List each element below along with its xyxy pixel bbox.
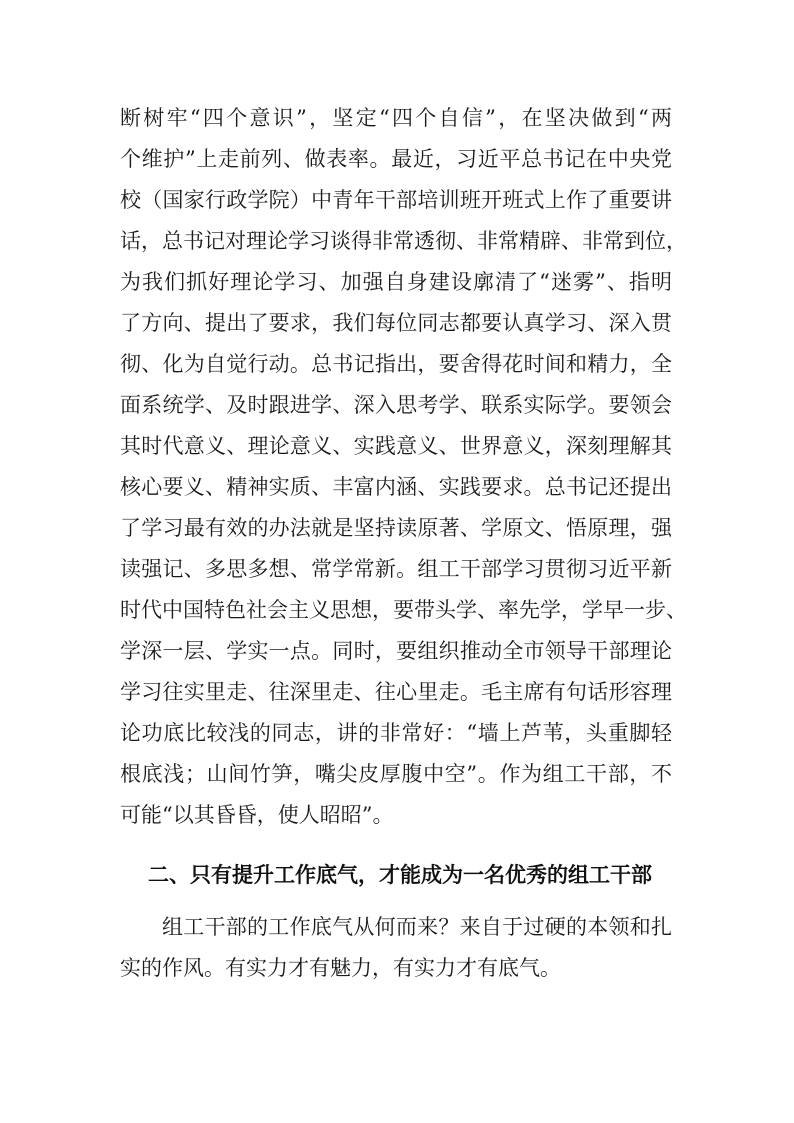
text-line: 实的作风。有实力才有魅力，有实力才有底气。 [120,956,561,980]
text-line: 校（国家行政学院）中青年干部培训班开班式上作了重要讲 [120,188,672,212]
text-line: 彻、化为自觉行动。总书记指出，要舍得花时间和精力，全 [120,352,672,376]
text-line: 论功底比较浅的同志，讲的非常好：“墙上芦苇，头重脚轻 [120,721,672,745]
text-line: 断树牢“四个意识”，坚定“四个自信”，在坚决做到“两 [120,106,672,130]
text-line: 个维护”上走前列、做表率。最近，习近平总书记在中央党 [120,147,672,171]
section-heading: 二、只有提升工作底气，才能成为一名优秀的组工干部 [148,863,652,887]
text-line: 为我们抓好理论学习、加强自身建设廓清了“迷雾”、指明 [120,270,672,294]
text-line: 核心要义、精神实质、丰富内涵、实践要求。总书记还提出 [120,475,672,499]
text-line: 学习往实里走、往深里走、往心里走。毛主席有句话形容理 [120,680,672,704]
text-line: 学深一层、学实一点。同时，要组织推动全市领导干部理论 [120,639,672,663]
text-line: 读强记、多思多想、常学常新。组工干部学习贯彻习近平新 [120,557,672,581]
text-line: 时代中国特色社会主义思想，要带头学、率先学，学早一步、 [120,598,687,622]
text-line: 话，总书记对理论学习谈得非常透彻、非常精辟、非常到位， [120,229,687,253]
text-line: 组工干部的工作底气从何而来？来自于过硬的本领和扎 [162,915,672,939]
text-line: 可能“以其昏昏，使人昭昭”。 [120,803,394,827]
text-line: 了方向、提出了要求，我们每位同志都要认真学习、深入贯 [120,311,672,335]
text-line: 根底浅；山间竹笋，嘴尖皮厚腹中空”。作为组工干部，不 [120,762,672,786]
text-line: 了学习最有效的办法就是坚持读原著、学原文、悟原理，强 [120,516,672,540]
text-line: 面系统学、及时跟进学、深入思考学、联系实际学。要领会 [120,393,672,417]
text-line: 其时代意义、理论意义、实践意义、世界意义，深刻理解其 [120,434,672,458]
